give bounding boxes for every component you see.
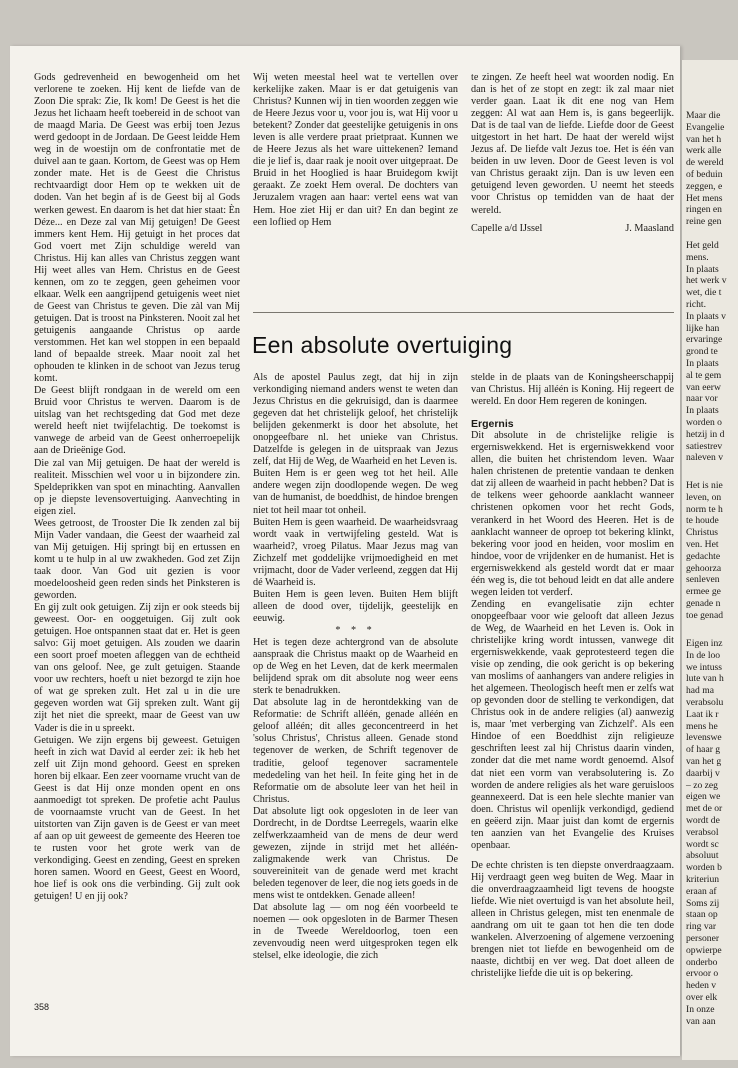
page-number: 358 — [34, 1002, 50, 1012]
paragraph: Getuigen. We zijn ergens bij geweest. Getuigen heeft in zich wat David al eerder zei: ik heb het zelf uit Zijn mond gehoord. Geest en spreken horen bij elkaar. Een zeer voorname vrucht van de Geest is dat Hij onze monden opent en ons aanmoedigt tot spreken. De profetie acht Paulus de voornaamste vrucht van de Geest. In het uitstorten van Zijn gaven is de Geest er van meet af aan op uit geweest de gemeente des Heeren toe te rusten voor het grote werk van de verkondiging. Geest en zending, Geest en spreken horen samen. Woord en Geest, Geest en Woord, hoe lief is ook ons die verbinding. Gij zult ook getuigen! U en jij ook? — [34, 734, 240, 903]
paragraph: De echte christen is ten diepste onverdraagzaam. Hij verdraagt geen weg buiten de Weg. Maar in die onverdraagzaamheid ligt tevens de hoogste liefde. Wie niet overtuigd is van het absolute heil, alleen in Christus gelegen, mist ten enenmale de aandrang om uit te gaan tot hen die ten dode wankelen. Alverzoening of algemene verzoening brengen niet tot liefde en bewogenheid om de naaste, dichtbij en ver weg. Dat doet alleen de christelijke liefde die uit is op bekering. — [471, 859, 674, 980]
paragraph: Buiten Hem is er geen weg tot het heil. Alle andere wegen zijn doodlopende wegen. De weg van de humanist, de boeddhist, de hindoe brengen niet tot heil maar tot onheil. — [253, 468, 458, 516]
paragraph: te zingen. Ze heeft heel wat woorden nodig. En dan is het of ze stopt en zegt: ik zal maar niet verder gaan. Laat ik dit ene nog van Hem zeggen: Al wat aan Hem is, is gans begeerlijk. Dat is de taal van de liefde. Liefde door de Geest uitgestort in het hart. De haat der wereld wijst Jezus af. De liefde valt Jezus toe. Het is één van beiden in uw leven. Door de Geest leven is vol van Christus geraakt zijn. Dan is uw leven een getuigend leven geworden. U neemt het steeds voor Christus op temidden van de haat der wereld. — [471, 72, 674, 216]
essay-column-right — [471, 372, 674, 980]
paragraph: Buiten Hem is geen waarheid. De waarheidsvraag wordt vaak in vertwijfeling gesteld. Wat is waarheid?, vroeg Pilatus. Maar Jezus mag van Zichzelf met goddelijke vrijmoedigheid en met vrijmacht, door de Vader verleend, zeggen dat Hij dé Waarheid is. — [253, 516, 458, 588]
paragraph: Dit absolute in de christelijke religie is ergerniswekkend. Het is ergerniswekkend voor allen, die buiten het christendom leven. Waar halen christenen de pretentie vandaan te denken dat zij alleen de waarheid in pacht hebben? Dat is de telkens weer gehoorde aanklacht wanneer christenen opkomen voor het recht Gods, verankerd in het Woord des Heeren. Het is de aanklacht wanneer de oproep tot bekering klinkt, bekering voor jood en heiden, voor moslim en hindoe, voor de vrijdenker en de humanist. Het is ergerniswekkend als gesteld wordt dat er maar één weg is, die tot behoud leidt en dat alle andere wegen leiden tot verderf. — [471, 430, 674, 598]
subheading: Ergernis — [471, 418, 514, 431]
paragraph: De Geest blijft rondgaan in de wereld om een Bruid voor Christus te werven. Daarom is de uitslag van het rechtsgeding dat God met deze wereld heeft niet twijfelachtig. De toekomst is vanwege de arbeid van de Geest onherroepelijk aan de Drieënige God. — [34, 385, 240, 457]
text-fragment: Maar die Evangelie van het h werk alle de wereld of beduin zeggen, e Het mens ringen en reine gen — [686, 110, 725, 228]
next-page-edge — [682, 60, 738, 1060]
paragraph: Dat absolute lag in de herontdekking van de Reformatie: de Schrift alléén, genade alléén en geloof alléén; dit alles geconcentreerd in het 'solus Christus', Christus alleen. Genade stond tegenover de werken, de Schrift tegenover de traditie, geloof tegenover sacramentele mededeling van het heil. In feite ging het in de Reformatie om de absolute leer van het heil in Christus. — [253, 697, 458, 805]
paragraph: Gods gedrevenheid en bewogenheid om het verlorene te zoeken. Hij kent de liefde van de Zoon Die sprak: Zie, Ik kom! De Geest is het die Jezus het lichaam heeft toebereid in de schoot van de maagd Maria. De Geest was erbij toen Jezus werd gedoopt in de Jordaan. De Geest leidde Hem weg in de woestijn om de confrontatie met de duivel aan te gaan. Kortom, de Geest was op Hem zonder mate. Het is de Geest die Christus rechtvaardigt door Hem op te wekken uit de doden. Van het begin af is de Geest bij al Gods werken gewest. En daarom is het dat hier staat: Èn Déze... en Deze zal van Mij getuigen! De Geest immers kent Hem. Hij getuigt in het proces dat God voert met Zijn schuldige wereld van Christus. Hij kan alles van Christus zeggen want Hij weet alles van Hem. Christus en de Geest kennen, om zo te zeggen, geen geheimen voor elkaar. Welk een aangrijpend getuigenis weet niet de Geest van Christus te geven. Die zàl van Mij getuigen. Dat is troost na Pinksteren. Nooit zal het getuigenis aangaande Christus op aarde verstommen. Het kan wel stoppen in een bepaald land of bepaalde streek. Maar nooit zal het ophouden te klinken in de schoot van Jezus terug komt. — [34, 72, 240, 385]
article-column-3 — [471, 72, 674, 235]
signature-name: J. Maasland — [625, 222, 674, 234]
essay-column-left — [253, 372, 458, 962]
paragraph: Wij weten meestal heel wat te vertellen over kerkelijke zaken. Maar is er dat getuigenis van Christus? Kunnen wij in tien woorden zeggen wie de Heere Jezus voor u, voor jou is, wat Hij voor u betekent? Zonder dat geestelijke getuigenis in ons leven is alle verdere praat prietpraat. Kunnen we de Heere Jezus als het ware uittekenen? Iemand die je lief is, daar raak je nooit over uitgepraat. De Bruid in het Hooglied is haar Bruidegom kwijt geraakt. Ze zoekt Hem overal. De dochters van Jeruzalem vragen aan haar: vertel eens wat van Hem. Hoe ziet Hij er dan uit? En dan begint ze een loflied op Hem — [253, 72, 458, 228]
text-fragment: Het geld mens. In plaats het werk v wet, die t richt. In plaats v lijke han ervaringe grond te In plaats al te gem van eerw naar vor In plaats worden o hetzij in d satiestrev naleven v — [686, 240, 727, 464]
next-page-fragment-4 — [686, 638, 724, 1033]
author-signature — [471, 223, 674, 235]
next-page-fragment-1 — [686, 110, 724, 234]
paragraph: Buiten Hem is geen leven. Buiten Hem blijft alleen de dood over, tijdelijk, geestelijk en eeuwig. — [253, 588, 458, 624]
paragraph: Die zal van Mij getuigen. De haat der wereld is realiteit. Misschien wel voor u in bijzondere zin. Speldeprikken van spot en minachting. Aanvallen op je diepste levensovertuiging. Aanvechting in eigen ziel. — [34, 457, 240, 517]
section-divider — [253, 312, 674, 313]
paragraph: Het is tegen deze achtergrond van de absolute aanspraak die Christus maakt op de Waarheid en op de Weg en het Leven, dat de kerk meermalen belijdend sprak om dit absolute nog weer eens sterk te benadrukken. — [253, 637, 458, 697]
signature-place: Capelle a/d IJssel — [471, 222, 543, 234]
text-fragment: Het is nie leven, on norm te h te houde Christus ven. Het gedachte gehoorza senleven ermee ge genade n toe genad — [686, 480, 724, 621]
paragraph: stelde in de plaats van de Koningsheerschappij van Christus. Hij alléén is Koning. Hij regeert de wereld. En door Hem regeren de koningen. — [471, 372, 674, 408]
paragraph: Dat absolute ligt ook opgesloten in de leer van Dordrecht, in de Dordtse Leerregels, waarin elke zelfwerkzaamheid van de mens de deur werd gewezen, zijnde in strijd met het alléén-zaligmakende werk van Christus. De souvereiniteit van de genade werd met kracht beleden tegenover de leer, die nog iets goeds in de mens wist te ontdekken. Genade alleen! — [253, 805, 458, 902]
paragraph: Zending en evangelisatie zijn echter onopgeefbaar voor wie gelooft dat alleen Jezus de Weg, de Waarheid en het Leven is. Ook in christelijke kring wordt intussen, vanwege dit ergerniswekkende, vaak geprotesteerd tegen die visie op zending, die ook gericht is op bekering van moslims of aanhangers van andere religies in het algemeen. Theologisch heeft men er zelfs wat op gevonden door de stelling te verkondigen, dat Christus ook in de andere religies (al) aanwezig is, maar 'met verberging van Zichzelf'. Als een Hindoe of een Boeddhist zijn religieuze geschriften leest zal hij Christus daarin vinden, zonder dat die met name wordt genoemd. Alsof dat niet een vorm van verabsolutering is. Zo worden de andere religies als het ware geruisloos geannexeerd. Dat is een hele slechte manier van doen. Christus wil openlijk verkondigd, gediend en geëerd zijn. Maar juist dan komt de ergernis ten aanzien van het Evangelie des Kruises openbaar. — [471, 598, 674, 851]
paragraph: Dat absolute lag — om nog één voorbeeld te noemen — ook opgesloten in de Barmer Thesen in de Tweede Wereldoorlog, toen een zevenvoudig neen werd uitgesproken tegen elk stelsel, elke ideologie, die zich — [253, 902, 458, 962]
next-page-fragment-3 — [686, 480, 723, 628]
section-break: * * * — [335, 624, 376, 636]
text-fragment: Eigen inz In de loo we intuss lute van h had ma verabsolu Laat ik r mens he levenswe of haar g van het g daarbij v – zo zeg eigen we met de or wordt de verabsol wordt sc absoluut worden b kriteriun eraan af Soms zij staan op ring var personer opwierpe onderbo ervoor o heden v over elk In onze van aan — [686, 638, 724, 1027]
paragraph: Wees getroost, de Trooster Die Ik zenden zal bij Mijn Vader vandaan, die Geest der waarheid zal van Mij getuigen. Hij springt bij en ertussen en komt u te hulp in al uw zwakheden. God zet Zijn taak door. Van God uit gezien is voor moedeloosheid geen reden sinds het Pinksteren is geworden. — [34, 517, 240, 602]
essay-title: Een absolute overtuiging — [252, 332, 513, 358]
paragraph: Als de apostel Paulus zegt, dat hij in zijn verkondiging niemand anders wenst te weten dan Jezus Christus en die gekruisigd, dan is daarmee gegeven dat het christelijk geloof, het christelijk belijden gekenmerkt is door het absolute, het onopgeefbare nl. het unieke van Christus. Datzelfde is gelegen in de uitspraak van Jezus zelf, dat Hij de Weg, de Waarheid en het Leven is. — [253, 372, 458, 468]
paragraph: En gij zult ook getuigen. Zij zijn er ook steeds bij geweest. Oor- en ooggetuigen. Gij zult ook getuigen. Hoe ontspannen staat dat er. Het is geen salvo: Gij moet getuigen. Als zouden we daarin een soort proef moeten afleggen van de echtheid van ons geloof. Nee, ge zult getuigen. Staande voor uw rechters, hoeft u niet bezorgd te zijn hoe of wat ge spreken zult. Het zal u in die ure gegeven worden wat Gij spreken zult. Want gij zijt het niet die spreekt, maar de Geest van uw Vader is die in u spreekt. — [34, 602, 240, 734]
article-column-1 — [34, 72, 240, 903]
magazine-page — [10, 46, 680, 1056]
next-page-fragment-2 — [686, 240, 727, 470]
article-column-2 — [253, 72, 458, 229]
